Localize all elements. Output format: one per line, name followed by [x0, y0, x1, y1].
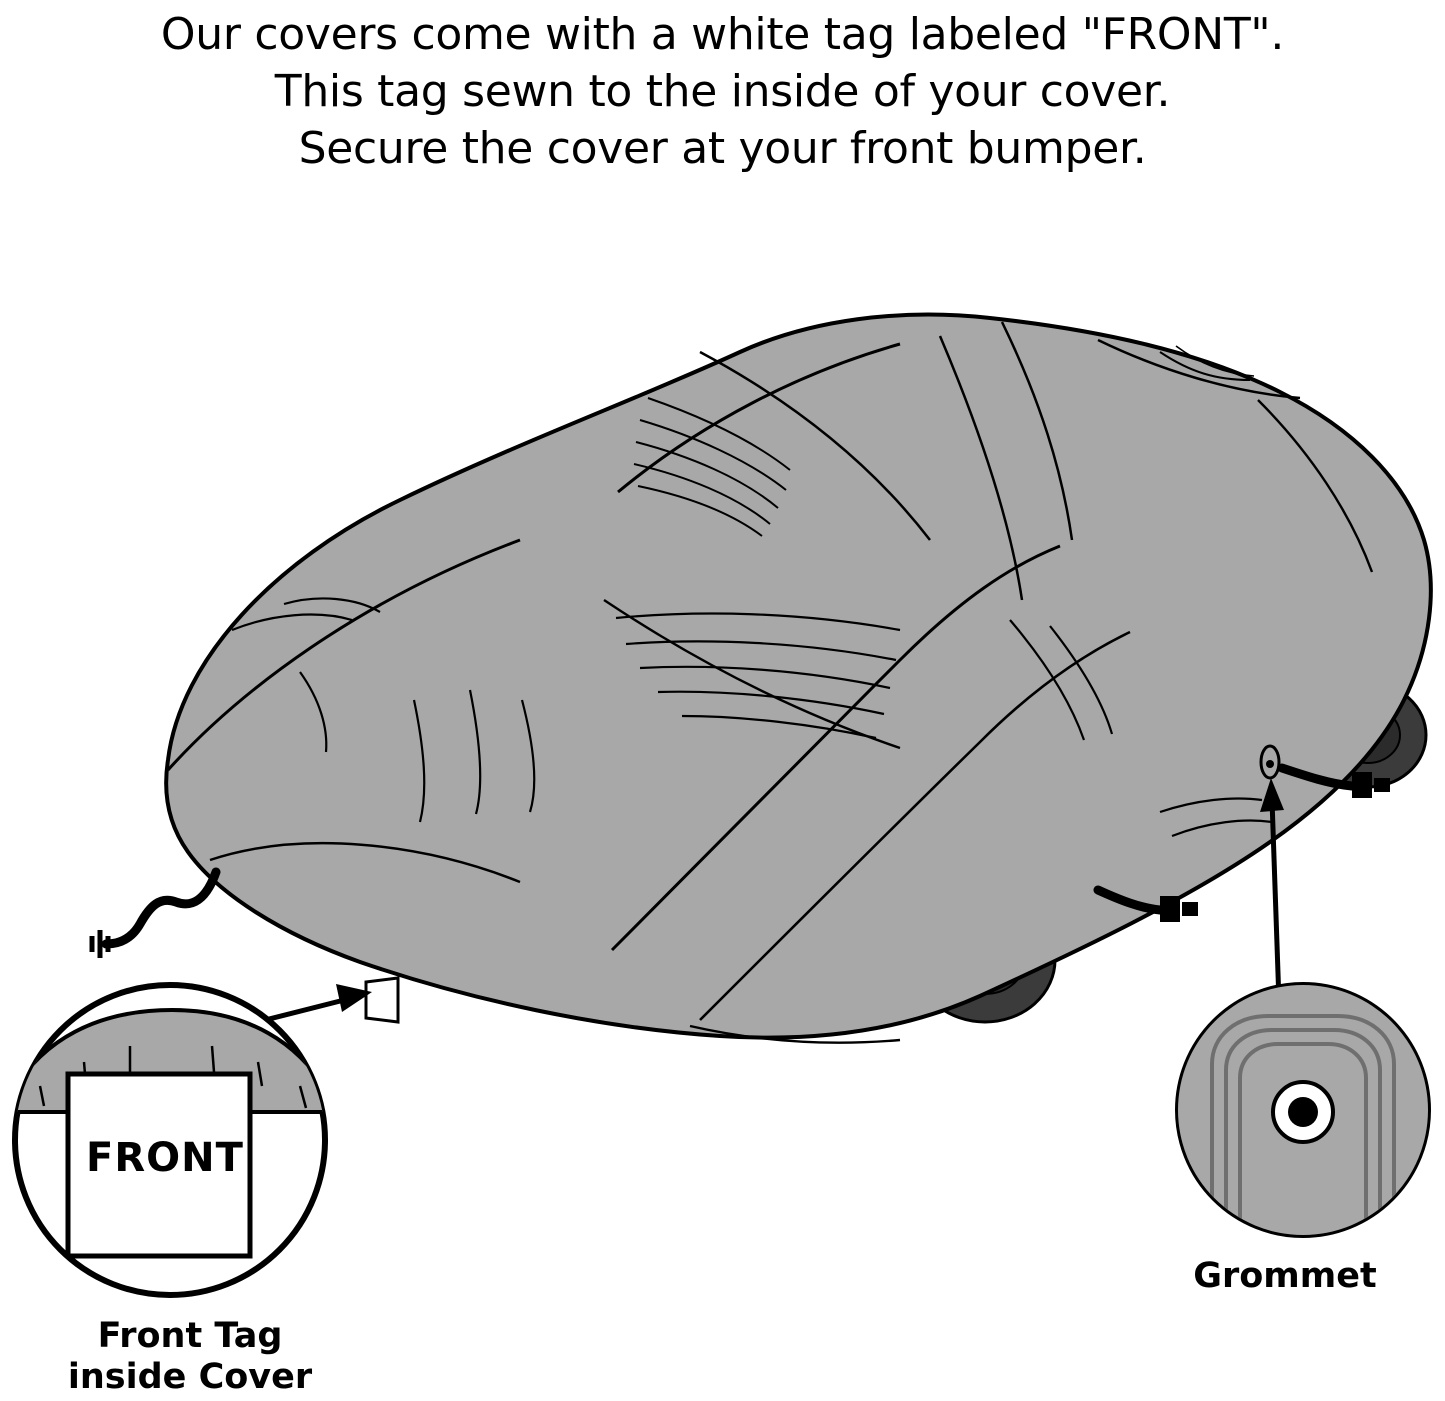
grommet-caption: Grommet [1193, 1256, 1377, 1296]
grommet-hole [1288, 1097, 1318, 1127]
headline-line-3: Secure the cover at your front bumper. [298, 123, 1147, 175]
headline-line-1: Our covers come with a white tag labeled "FRONT". [160, 9, 1285, 60]
front-tag-on-cover [366, 978, 398, 1022]
strap-front-left [106, 872, 216, 944]
cover-outline [166, 315, 1431, 1038]
grommet-detail-callout [1178, 985, 1428, 1240]
strap-hook-front-left [92, 930, 108, 958]
strap-hook-rear [1352, 772, 1372, 798]
front-tag-caption [10, 1316, 370, 1399]
strap-hook-mid-tip [1182, 902, 1198, 916]
grommet-hole-small [1266, 760, 1274, 768]
front-tag-caption-line-2: inside Cover [67, 1357, 313, 1398]
front-tag-label: FRONT [86, 1135, 244, 1181]
front-tag-caption-line-1: Front Tag [97, 1316, 283, 1356]
headline-line-2: This tag sewn to the inside of your cover. [274, 66, 1171, 118]
car-cover-body [166, 315, 1431, 1043]
strap-hook-mid [1160, 896, 1180, 922]
strap-hook-rear-tip [1374, 778, 1390, 792]
